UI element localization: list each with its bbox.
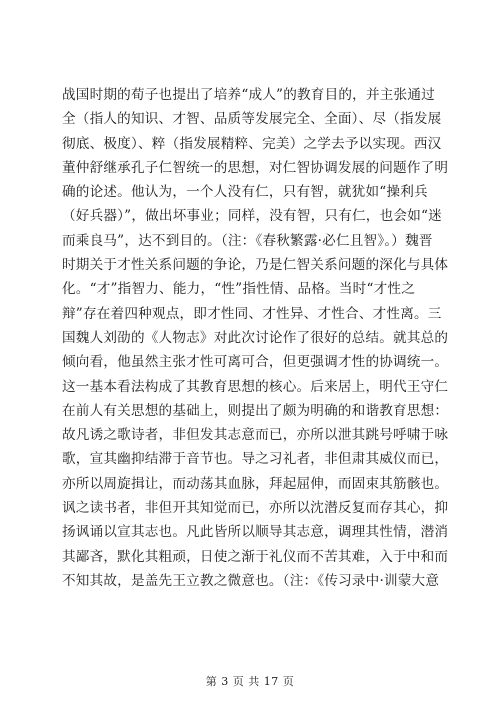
text-line: 倾向看，他虽然主张才性可离可合，但更强调才性的协调统一。	[62, 354, 449, 371]
text-line: 歌，宣其幽抑结滞于音节也。导之习礼者，非但肃其威仪而已，	[62, 451, 449, 468]
text-line: 全（指人的知识、才智、品质等发展完全、全面）、尽（指发展	[62, 111, 442, 128]
text-line: 时期关于才性关系问题的争论，乃是仁智关系问题的深化与具体	[62, 257, 449, 274]
text-line: 国魏人刘劭的《人物志》对此次讨论作了很好的总结。就其总的	[62, 329, 449, 346]
text-line: 在前人有关思想的基础上，则提出了颇为明确的和谐教育思想：	[62, 402, 449, 419]
text-line: 这一基本看法构成了其教育思想的核心。后来居上，明代王守仁	[62, 378, 449, 395]
page-number-footer: 第 3 页 共 17 页	[205, 675, 295, 688]
text-line: （好兵器）”，做出坏事业；同样，没有智，只有仁，也会如“迷	[62, 208, 442, 225]
text-line: 不知其故，是盖先王立教之微意也。（注：《传习录中·训蒙大意	[62, 572, 440, 589]
text-line: 其鄙吝，默化其粗顽，日使之渐于礼仪而不苦其难，入于中和而	[62, 548, 449, 565]
text-line: 化。“才”指智力、能力，“性”指性情、品格。当时“才性之	[62, 281, 416, 298]
text-line: 而乘良马”，达不到目的。（注：《春秋繁露·必仁且智》。）魏晋	[62, 232, 433, 249]
text-line: 亦所以周旋揖让，而动荡其血脉，拜起屈伸，而固束其筋骸也。	[62, 475, 449, 492]
text-line: 董仲舒继承孔子仁智统一的思想，对仁智协调发展的问题作了明	[62, 159, 449, 176]
body-paragraph	[62, 83, 449, 593]
text-line: 彻底、极度）、粹（指发展精粹、完美）之学去予以实现。西汉	[62, 135, 442, 152]
text-line: 讽之读书者，非但开其知觉而已，亦所以沈潜反复而存其心，抑	[62, 500, 449, 517]
text-line: 确的论述。他认为，一个人没有仁，只有智，就犹如“操利兵	[62, 184, 428, 201]
text-line: 故凡诱之歌诗者，非但发其志意而已，亦所以泄其跳号呼啸于咏	[62, 427, 449, 444]
text-line: 辩”存在着四种观点，即才性同、才性异、才性合、才性离。三	[62, 305, 442, 322]
text-line: 战国时期的荀子也提出了培养“成人”的教育目的，并主张通过	[62, 87, 435, 103]
text-line: 扬讽诵以宣其志也。凡此皆所以顺导其志意，调理其性情，潜消	[62, 524, 449, 541]
